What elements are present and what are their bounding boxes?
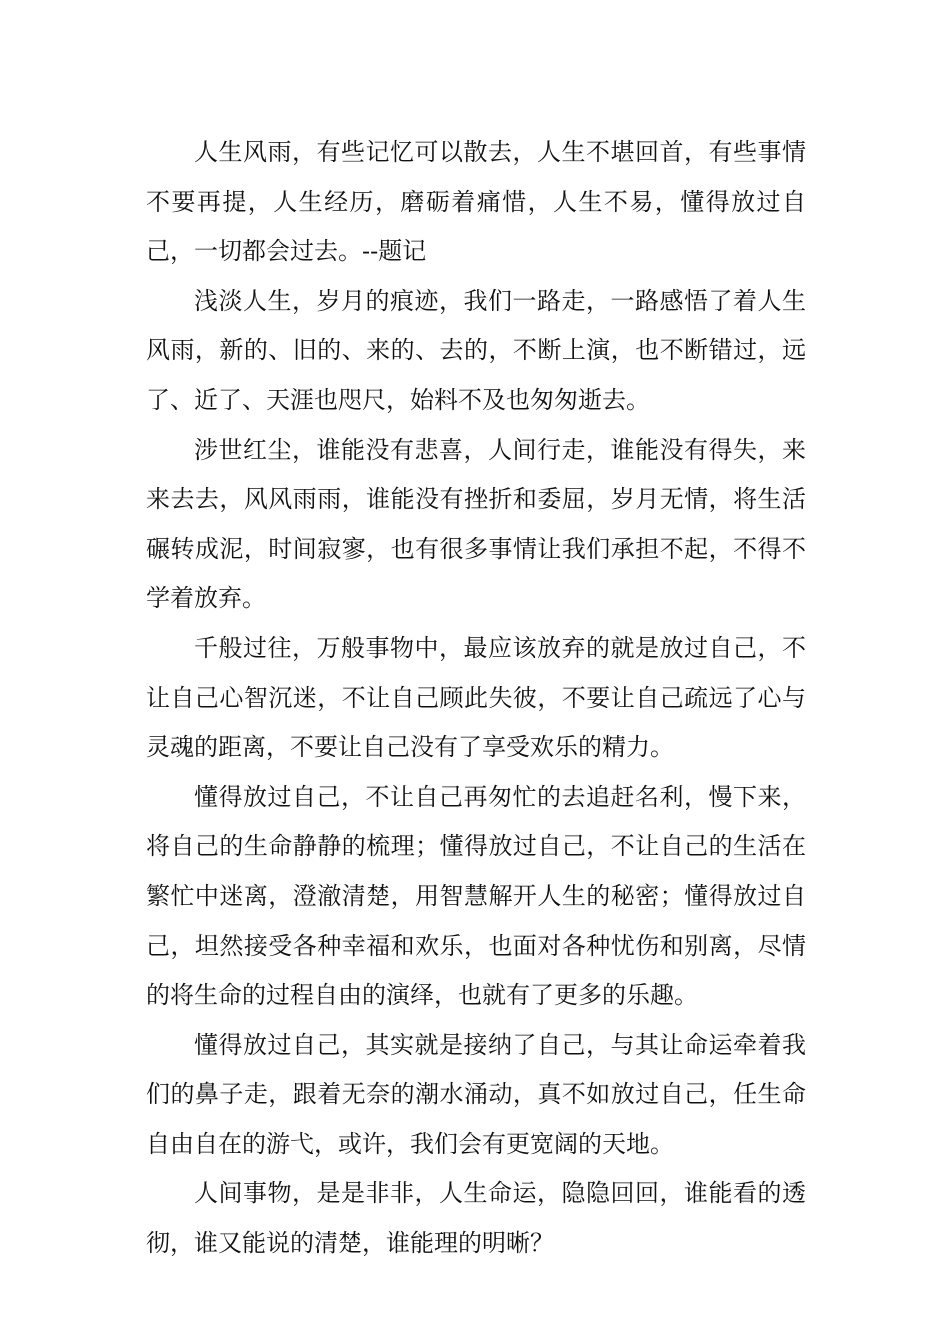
paragraph-7: 人间事物，是是非非，人生命运，隐隐回回，谁能看的透彻，谁又能说的清楚，谁能理的明晰？	[146, 1179, 806, 1258]
paragraph-epigraph: 人生风雨，有些记忆可以散去，人生不堪回首，有些事情不要再提，人生经历，磨砺着痛惜，人生不易，懂得放过自己，一切都会过去。--题记	[146, 138, 806, 266]
paragraph-6: 懂得放过自己，其实就是接纳了自己，与其让命运牵着我们的鼻子走，跟着无奈的潮水涌动，真不如放过自己，任生命自由自在的游弋，或许，我们会有更宽阔的天地。	[146, 1030, 806, 1158]
paragraph-2: 浅淡人生，岁月的痕迹，我们一路走，一路感悟了着人生风雨，新的、旧的、来的、去的，不断上演，也不断错过，远了、近了、天涯也咫尺，始料不及也匆匆逝去。	[146, 286, 806, 414]
essay-body	[146, 128, 806, 1269]
paragraph-5: 懂得放过自己，不让自己再匆忙的去追赶名利，慢下来，将自己的生命静静的梳理；懂得放过自己，不让自己的生活在繁忙中迷离，澄澈清楚，用智慧解开人生的秘密；懂得放过自己，坦然接受各种幸福和欢乐，也面对各种忧伤和别离，尽情的将生命的过程自由的演绎，也就有了更多的乐趣。	[146, 782, 806, 1010]
paragraph-3: 涉世红尘，谁能没有悲喜，人间行走，谁能没有得失，来来去去，风风雨雨，谁能没有挫折和委屈，岁月无情，将生活碾转成泥，时间寂寥，也有很多事情让我们承担不起，不得不学着放弃。	[146, 435, 806, 613]
paragraph-4: 千般过往，万般事物中，最应该放弃的就是放过自己，不让自己心智沉迷，不让自己顾此失彼，不要让自己疏远了心与灵魂的距离，不要让自己没有了享受欢乐的精力。	[146, 633, 806, 762]
